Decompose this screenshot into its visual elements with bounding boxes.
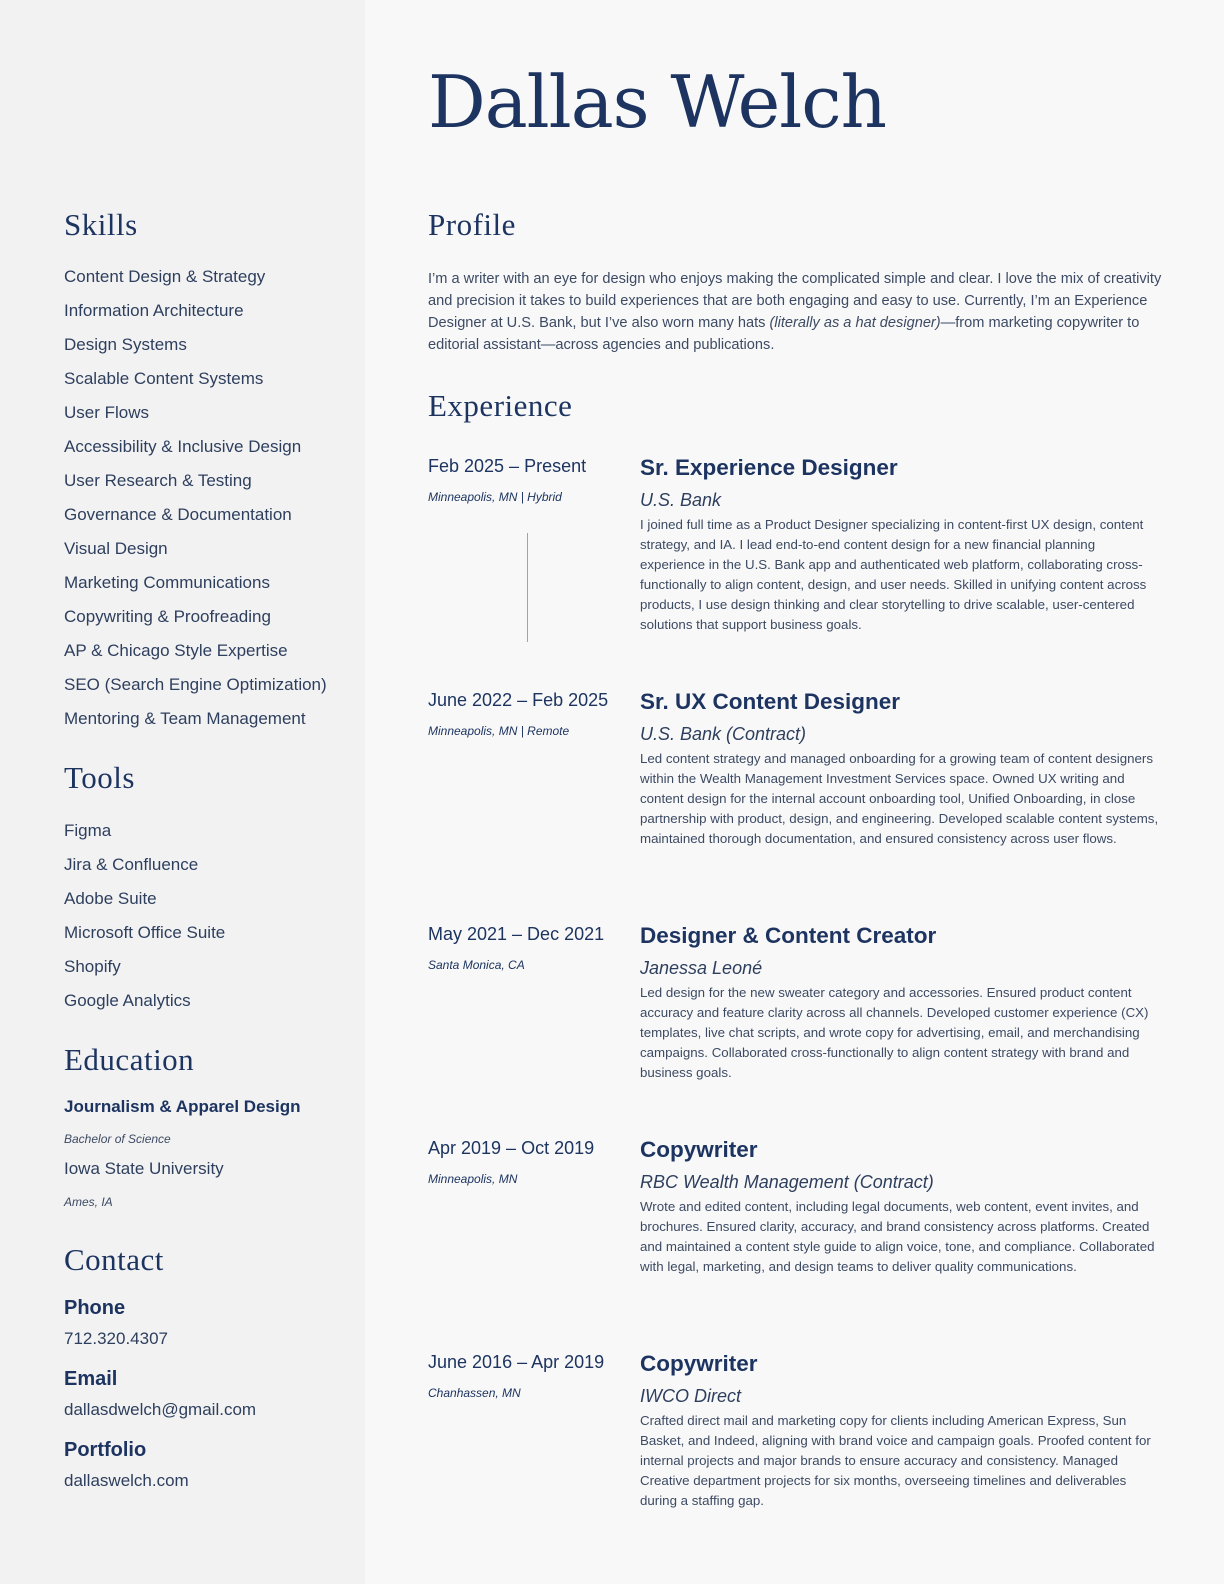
job-details [640, 924, 1160, 1083]
job-location: Minneapolis, MN | Hybrid [428, 490, 562, 504]
email-link[interactable]: dallasdwelch@gmail.com [64, 1400, 257, 1419]
job-company: Janessa Leoné [640, 957, 763, 978]
email-label: Email [64, 1368, 118, 1390]
profile-text-italic: (literally as a hat designer) [769, 315, 941, 331]
tools-list [64, 814, 225, 1018]
portfolio-label: Portfolio [64, 1439, 147, 1461]
skill-item: Governance & Documentation [64, 505, 292, 524]
profile-text [428, 268, 1168, 356]
skills-heading: Skills [64, 207, 138, 242]
job-company: IWCO Direct [640, 1385, 741, 1406]
skill-item: Visual Design [64, 539, 168, 558]
experience-heading: Experience [428, 388, 573, 423]
job-description: I joined full time as a Product Designer specializing in content-first UX design, content strategy, and IA. I lead end-to-end content design for a new financial planning experience in the U.S. Bank app and authenticated web platform, collaborating cross-functionally to align content, design, and user needs. Skilled in unifying content across products, I use design thinking and clear storytelling to drive scalable, user-centered solutions that support business goals. [640, 516, 1147, 632]
job-location: Minneapolis, MN | Remote [428, 724, 570, 738]
skills-list [64, 260, 327, 736]
skill-item: Information Architecture [64, 301, 244, 320]
job-description: Wrote and edited content, including legal documents, web content, event invites, and brochures. Ensured clarity, accuracy, and brand consistency across platforms. Created and maintained a content style guide to align voice, tone, and compliance. Collaborated with legal, marketing, and design teams to deliver quality communications. [640, 1198, 1155, 1274]
job-title: Copywriter [640, 1137, 758, 1162]
skill-item: AP & Chicago Style Expertise [64, 641, 288, 660]
job-location: Santa Monica, CA [428, 958, 525, 972]
job-title: Sr. Experience Designer [640, 455, 898, 480]
skill-item: Scalable Content Systems [64, 369, 264, 388]
job-title: Designer & Content Creator [640, 923, 937, 948]
tools-heading: Tools [64, 760, 135, 795]
phone-value[interactable]: 712.320.4307 [64, 1329, 168, 1348]
job-title: Copywriter [640, 1351, 758, 1376]
job-company: RBC Wealth Management (Contract) [640, 1171, 934, 1192]
job-title: Sr. UX Content Designer [640, 689, 901, 714]
job-details [640, 1352, 1160, 1511]
job-details [640, 690, 1160, 849]
job-details [640, 456, 1160, 635]
skill-item: Marketing Communications [64, 573, 270, 592]
tools-section [64, 762, 225, 1018]
job-description: Led design for the new sweater category and accessories. Ensured product content accuracy and feature clarity across all channels. Developed customer experience (CX) templates, live chat scripts, and wrote copy for advertising, email, and merchandising campaigns. Collaborated cross-functionally to align content strategy with brand and business goals. [640, 984, 1149, 1080]
tool-item: Google Analytics [64, 991, 191, 1010]
contact-heading: Contact [64, 1242, 164, 1277]
skill-item: Copywriting & Proofreading [64, 607, 271, 626]
profile-text-end: —from marketing copywriter to editorial assistant—across agencies and publications. [428, 315, 1140, 353]
education-degree: Journalism & Apparel Design [64, 1097, 301, 1116]
resume-name: Dallas Welch [428, 60, 886, 144]
job-description: Crafted direct mail and marketing copy for clients including American Express, Sun Basket, and Indeed, aligning with brand voice and campaign goals. Proofed content for internal projects and major brands to ensure accuracy and consistency. Managed Creative department projects for six months, overseeing timelines and deliverables during a staffing gap. [640, 1412, 1151, 1508]
job-description: Led content strategy and managed onboarding for a growing team of content designers within the Wealth Management Investment Services space. Owned UX writing and content design for the internal account onboarding tool, Unified Onboarding, in close partnership with product, design, and engineering. Developed scalable content systems, maintained thorough documentation, and ensured consistency across user flows. [640, 750, 1159, 846]
job-dates: May 2021 – Dec 2021 [428, 924, 605, 944]
tool-item: Microsoft Office Suite [64, 923, 226, 942]
job-location: Chanhassen, MN [428, 1386, 521, 1400]
skill-item: Mentoring & Team Management [64, 709, 306, 728]
education-location: Ames, IA [64, 1195, 113, 1209]
skill-item: Design Systems [64, 335, 187, 354]
skill-item: Accessibility & Inclusive Design [64, 437, 302, 456]
skills-section [64, 209, 327, 736]
education-section [64, 1044, 300, 1209]
education-heading: Education [64, 1042, 195, 1077]
profile-heading: Profile [428, 207, 516, 242]
profile-text-start: I’m a writer with an eye for design who enjoys making the complicated simple and clear. I love the mix of creativity and precision it takes to build experiences that are both engaging and easy to use. Currently, I’m an Experience Designer at U.S. Bank, but I’ve also worn many hats [428, 271, 1162, 331]
job-dates: June 2022 – Feb 2025 [428, 690, 609, 710]
phone-label: Phone [64, 1297, 126, 1319]
skill-item: Content Design & Strategy [64, 267, 266, 286]
skill-item: User Flows [64, 403, 150, 422]
job-dates: Feb 2025 – Present [428, 456, 587, 476]
job-details [640, 1138, 1160, 1277]
tool-item: Figma [64, 821, 112, 840]
tool-item: Adobe Suite [64, 889, 157, 908]
portfolio-link[interactable]: dallaswelch.com [64, 1471, 189, 1490]
job-company: U.S. Bank [640, 489, 722, 510]
job-dates: Apr 2019 – Oct 2019 [428, 1138, 595, 1158]
job-dates: June 2016 – Apr 2019 [428, 1352, 605, 1372]
job-company: U.S. Bank (Contract) [640, 723, 807, 744]
skill-item: SEO (Search Engine Optimization) [64, 675, 327, 694]
education-degree-type: Bachelor of Science [64, 1132, 171, 1146]
education-school: Iowa State University [64, 1159, 224, 1178]
skill-item: User Research & Testing [64, 471, 252, 490]
tool-item: Shopify [64, 957, 121, 976]
contact-section [64, 1244, 256, 1491]
tool-item: Jira & Confluence [64, 855, 199, 874]
timeline-divider [527, 533, 528, 642]
job-location: Minneapolis, MN [428, 1172, 518, 1186]
